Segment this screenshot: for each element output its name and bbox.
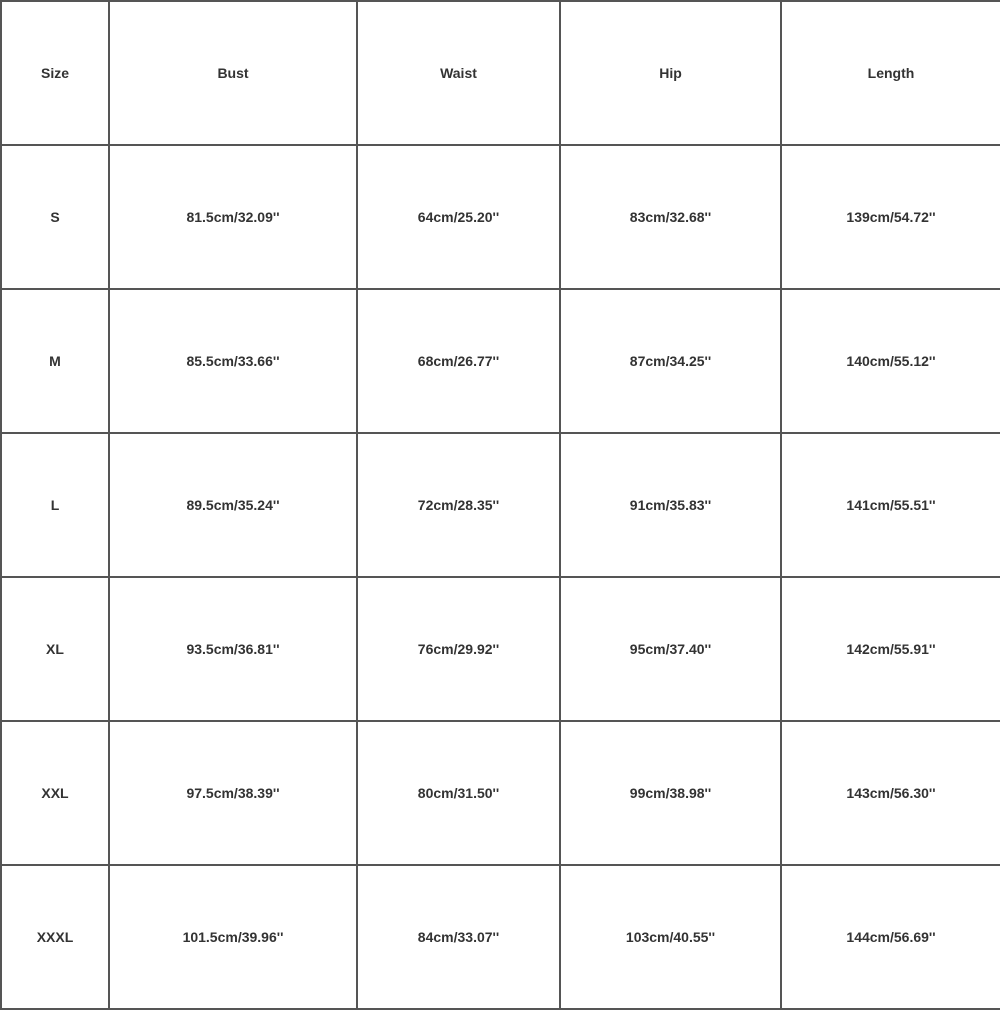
- size-cell: S: [1, 145, 109, 289]
- header-hip: Hip: [560, 1, 781, 145]
- hip-cell: 91cm/35.83'': [560, 433, 781, 577]
- waist-cell: 84cm/33.07'': [357, 865, 560, 1009]
- length-cell: 140cm/55.12'': [781, 289, 1000, 433]
- table-row: [1, 721, 1000, 865]
- header-bust: Bust: [109, 1, 357, 145]
- hip-cell: 95cm/37.40'': [560, 577, 781, 721]
- hip-cell: 83cm/32.68'': [560, 145, 781, 289]
- size-cell: XL: [1, 577, 109, 721]
- size-cell: L: [1, 433, 109, 577]
- header-row: [1, 1, 1000, 145]
- table-row: [1, 433, 1000, 577]
- waist-cell: 80cm/31.50'': [357, 721, 560, 865]
- length-cell: 139cm/54.72'': [781, 145, 1000, 289]
- header-size: Size: [1, 1, 109, 145]
- bust-cell: 101.5cm/39.96'': [109, 865, 357, 1009]
- bust-cell: 89.5cm/35.24'': [109, 433, 357, 577]
- size-cell: M: [1, 289, 109, 433]
- bust-cell: 93.5cm/36.81'': [109, 577, 357, 721]
- table-row: [1, 289, 1000, 433]
- header-waist: Waist: [357, 1, 560, 145]
- header-length: Length: [781, 1, 1000, 145]
- table-row: [1, 577, 1000, 721]
- waist-cell: 68cm/26.77'': [357, 289, 560, 433]
- bust-cell: 97.5cm/38.39'': [109, 721, 357, 865]
- size-cell: XXL: [1, 721, 109, 865]
- hip-cell: 99cm/38.98'': [560, 721, 781, 865]
- length-cell: 143cm/56.30'': [781, 721, 1000, 865]
- hip-cell: 87cm/34.25'': [560, 289, 781, 433]
- length-cell: 144cm/56.69'': [781, 865, 1000, 1009]
- length-cell: 142cm/55.91'': [781, 577, 1000, 721]
- size-cell: XXXL: [1, 865, 109, 1009]
- waist-cell: 64cm/25.20'': [357, 145, 560, 289]
- waist-cell: 76cm/29.92'': [357, 577, 560, 721]
- bust-cell: 85.5cm/33.66'': [109, 289, 357, 433]
- table-row: [1, 865, 1000, 1009]
- table-row: [1, 145, 1000, 289]
- length-cell: 141cm/55.51'': [781, 433, 1000, 577]
- bust-cell: 81.5cm/32.09'': [109, 145, 357, 289]
- waist-cell: 72cm/28.35'': [357, 433, 560, 577]
- hip-cell: 103cm/40.55'': [560, 865, 781, 1009]
